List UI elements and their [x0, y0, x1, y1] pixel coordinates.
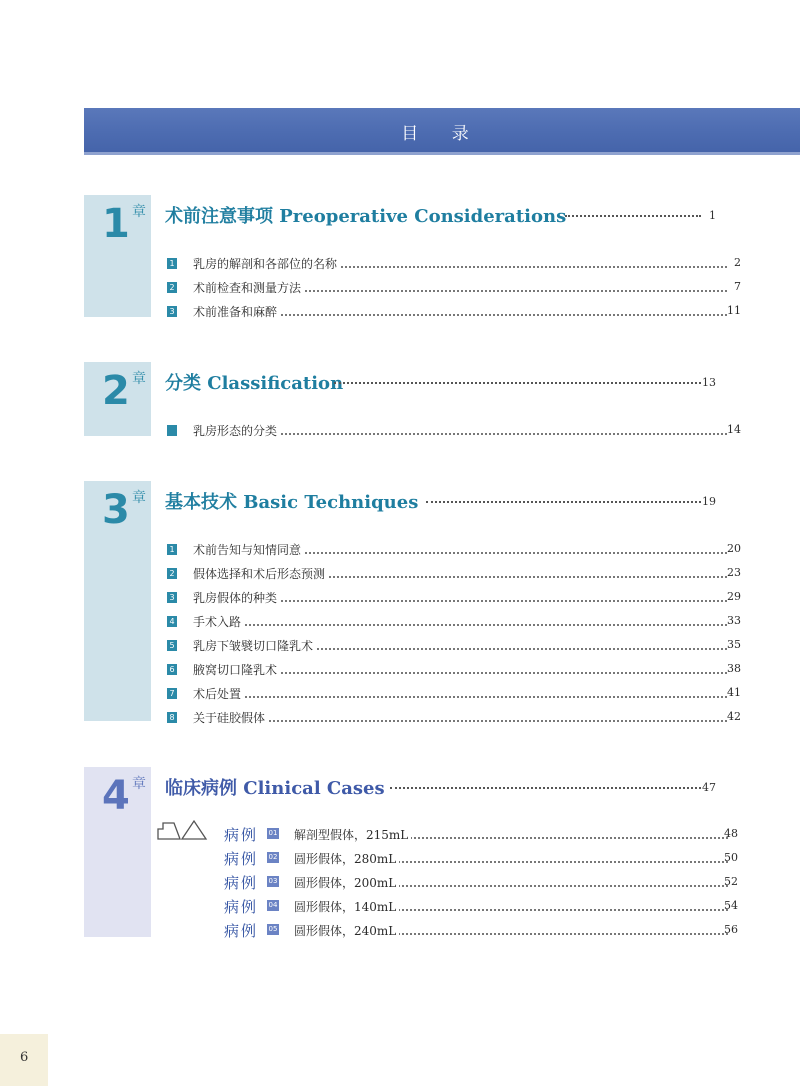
toc-entry[interactable]	[167, 541, 741, 559]
case-entry[interactable]	[224, 921, 738, 941]
case-number-badge: 04	[268, 901, 278, 909]
page-number-tab	[0, 1034, 48, 1086]
case-page: 52	[724, 875, 738, 888]
entry-leader	[193, 720, 727, 722]
case-page: 54	[724, 899, 738, 912]
chapter-1-tab	[84, 195, 151, 317]
entry-number-badge: 1	[167, 544, 177, 555]
case-title: 圆形假体，140mL	[294, 898, 399, 915]
chapter-4-zhang: 章	[132, 776, 146, 792]
entry-title: 术前检查和测量方法	[193, 279, 305, 296]
entry-title: 术前告知与知情同意	[193, 541, 305, 558]
entry-leader	[193, 696, 727, 698]
entry-page: 7	[734, 280, 741, 293]
entry-number-badge: 8	[167, 712, 177, 723]
chapter-2-number: 2	[102, 368, 130, 414]
chapter-1-zhang: 章	[132, 204, 146, 220]
chapter-1-page: 1	[709, 209, 716, 222]
entry-title: 术后处置	[193, 685, 245, 702]
case-page: 48	[724, 827, 738, 840]
entry-title: 乳房形态的分类	[193, 422, 281, 439]
chapter-4-tab	[84, 767, 151, 937]
case-page: 56	[724, 923, 738, 936]
case-number-badge: 01	[268, 829, 278, 837]
chapter-4-title-leader	[390, 787, 701, 789]
case-number-badge: 03	[268, 877, 278, 885]
entry-page: 33	[727, 614, 741, 627]
entry-page: 11	[727, 304, 741, 317]
toc-entry[interactable]	[167, 637, 741, 655]
case-title: 圆形假体，240mL	[294, 922, 399, 939]
entry-page: 14	[727, 423, 741, 436]
case-entry[interactable]	[224, 849, 738, 869]
entry-title: 关于硅胶假体	[193, 709, 269, 726]
case-label: 病例	[224, 922, 259, 940]
entry-title: 术前准备和麻醉	[193, 303, 281, 320]
entry-number-badge: 5	[167, 640, 177, 651]
toc-entry[interactable]	[167, 422, 741, 440]
case-label: 病例	[224, 826, 259, 844]
entry-number-badge: 6	[167, 664, 177, 675]
entry-title: 手术入路	[193, 613, 245, 630]
case-label: 病例	[224, 874, 259, 892]
chapter-2-title[interactable]: 分类 Classification	[165, 373, 344, 394]
entry-title: 乳房假体的种类	[193, 589, 281, 606]
entry-leader	[193, 624, 727, 626]
toc-entry[interactable]	[167, 613, 741, 631]
entry-bullet	[167, 425, 177, 436]
entry-number-badge: 3	[167, 306, 177, 317]
case-title: 圆形假体，200mL	[294, 874, 399, 891]
entry-title: 乳房下皱襞切口隆乳术	[193, 637, 317, 654]
entry-number-badge: 4	[167, 616, 177, 627]
case-label: 病例	[224, 898, 259, 916]
entry-title: 假体选择和术后形态预测	[193, 565, 329, 582]
toc-entry[interactable]	[167, 685, 741, 703]
entry-page: 2	[734, 256, 741, 269]
case-entry[interactable]	[224, 873, 738, 893]
entry-number-badge: 2	[167, 282, 177, 293]
entry-page: 38	[727, 662, 741, 675]
page-number: 6	[20, 1050, 29, 1065]
case-number-badge: 02	[268, 853, 278, 861]
case-label: 病例	[224, 850, 259, 868]
entry-page: 23	[727, 566, 741, 579]
entry-title: 乳房的解剖和各部位的名称	[193, 255, 341, 272]
toc-entry[interactable]	[167, 661, 741, 679]
chapter-2-tab	[84, 362, 151, 436]
chapter-2-title-leader	[334, 382, 701, 384]
toc-entry[interactable]	[167, 303, 741, 321]
toc-title: 目 录	[401, 124, 483, 144]
chapter-3-page: 19	[702, 495, 716, 508]
chapter-1-title[interactable]: 术前注意事项 Preoperative Considerations	[165, 206, 567, 227]
chapter-2	[84, 362, 800, 436]
case-entry[interactable]	[224, 825, 738, 845]
entry-title: 腋窝切口隆乳术	[193, 661, 281, 678]
case-number-badge: 05	[268, 925, 278, 933]
case-page: 50	[724, 851, 738, 864]
case-title: 圆形假体，280mL	[294, 850, 399, 867]
entry-number-badge: 3	[167, 592, 177, 603]
entry-page: 35	[727, 638, 741, 651]
entry-page: 20	[727, 542, 741, 555]
chapter-3-tab	[84, 481, 151, 721]
chapter-1-number: 1	[102, 201, 130, 247]
chapter-1	[84, 195, 800, 317]
entry-number-badge: 1	[167, 258, 177, 269]
entry-number-badge: 2	[167, 568, 177, 579]
toc-entry[interactable]	[167, 565, 741, 583]
chapter-3-number: 3	[102, 487, 130, 533]
toc-header-band	[84, 108, 800, 155]
chapter-4-number: 4	[102, 773, 130, 819]
toc-entry[interactable]	[167, 255, 741, 273]
breast-shapes-icon	[156, 819, 208, 841]
toc-entry[interactable]	[167, 709, 741, 727]
chapter-2-zhang: 章	[132, 371, 146, 387]
case-entry[interactable]	[224, 897, 738, 917]
chapter-3	[84, 481, 800, 725]
toc-entry[interactable]	[167, 589, 741, 607]
chapter-1-title-leader	[565, 215, 701, 217]
chapter-4	[84, 767, 800, 940]
chapter-4-title[interactable]: 临床病例 Clinical Cases	[165, 778, 385, 799]
entry-number-badge: 7	[167, 688, 177, 699]
entry-page: 29	[727, 590, 741, 603]
entry-page: 42	[727, 710, 741, 723]
chapter-4-page: 47	[702, 781, 716, 794]
chapter-2-page: 13	[702, 376, 716, 389]
chapter-3-title-leader	[426, 501, 701, 503]
chapter-3-title[interactable]: 基本技术 Basic Techniques	[165, 492, 419, 513]
case-title: 解剖型假体，215mL	[294, 826, 411, 843]
entry-page: 41	[727, 686, 741, 699]
toc-entry[interactable]	[167, 279, 741, 297]
chapter-3-zhang: 章	[132, 490, 146, 506]
